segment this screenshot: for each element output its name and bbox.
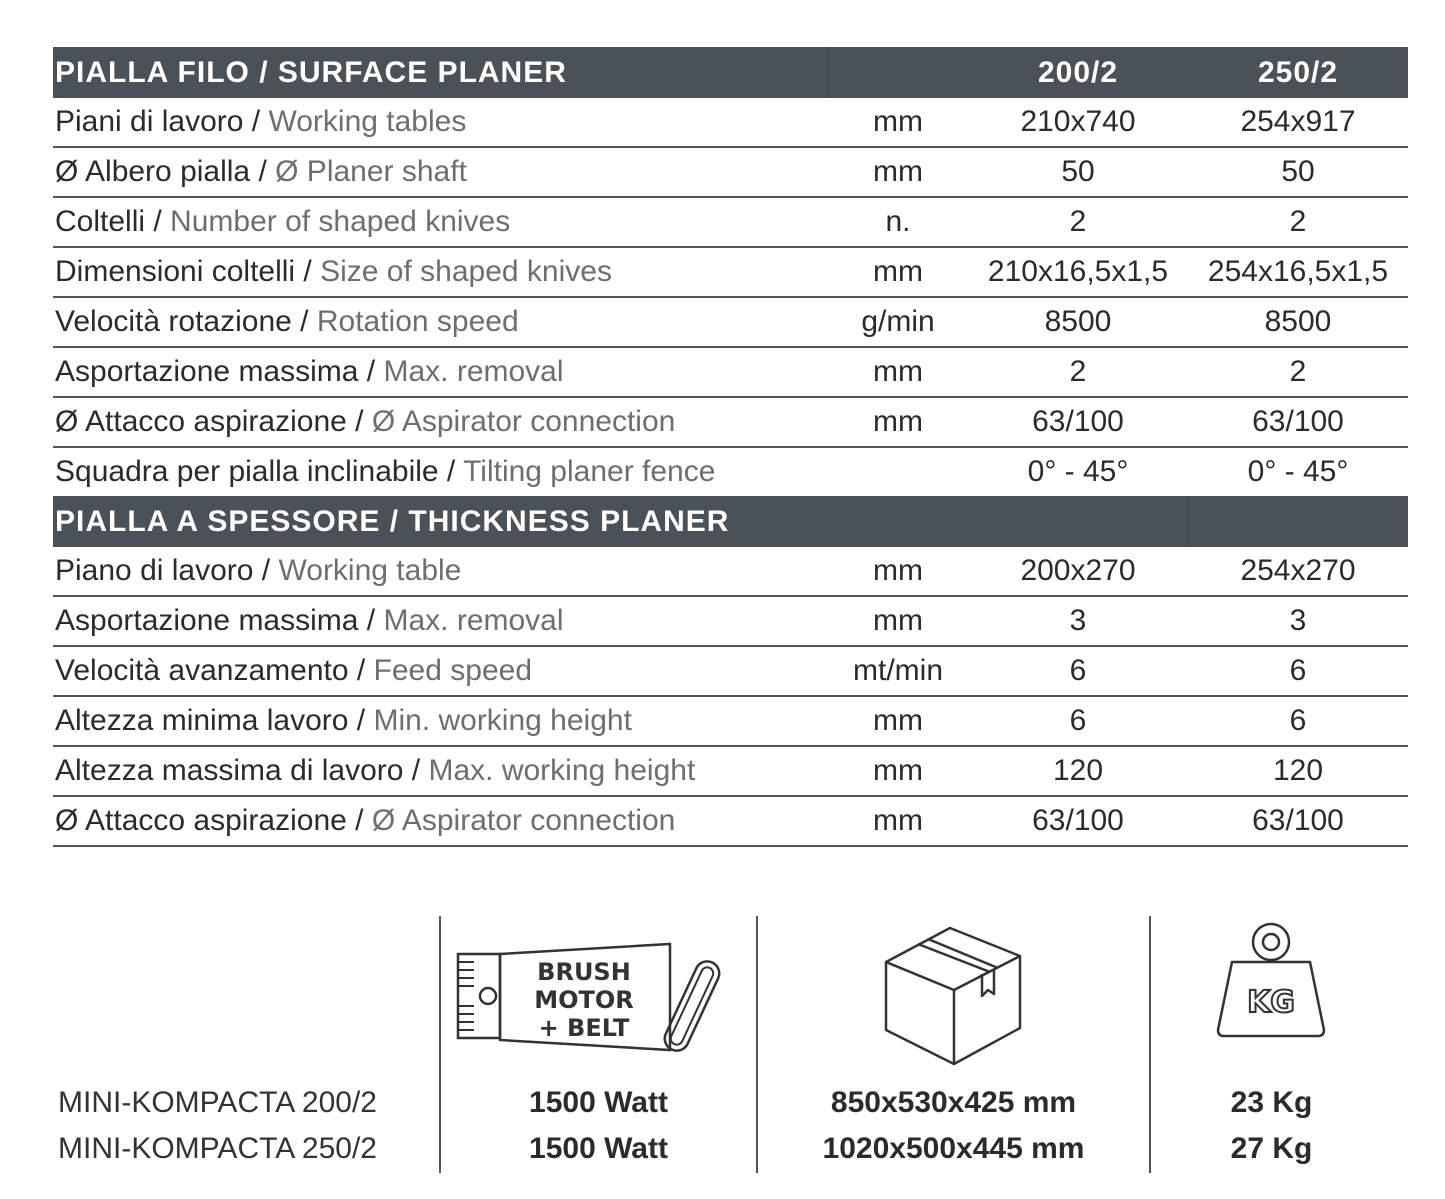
unit: mm xyxy=(828,596,968,646)
label-en: Ø Aspirator connection xyxy=(371,804,676,837)
section-header-thickness-planer xyxy=(53,496,1408,547)
value-250: 2 xyxy=(1188,347,1408,397)
value-250: 120 xyxy=(1188,746,1408,796)
value-250: 63/100 xyxy=(1188,796,1408,846)
weight-icon-label: KG xyxy=(1247,985,1295,1020)
spec-row xyxy=(53,746,1408,796)
spec-row xyxy=(53,547,1408,596)
label-en: Min. working height xyxy=(373,704,632,737)
model-header-200: 200/2 xyxy=(968,47,1188,98)
value-200: 120 xyxy=(968,746,1188,796)
label-en: Max. removal xyxy=(383,604,564,637)
brush-motor-belt-icon xyxy=(452,940,748,1052)
unit: g/min xyxy=(828,297,968,347)
weight-kg-icon xyxy=(1212,918,1330,1042)
label-en: Working tables xyxy=(268,105,467,138)
label-en: Max. working height xyxy=(428,754,696,787)
label-it: Dimensioni coltelli / xyxy=(55,255,312,288)
motor-icon-line2: MOTOR xyxy=(534,986,634,1014)
label-en: Feed speed xyxy=(373,654,532,687)
label-en: Size of shaped knives xyxy=(320,255,612,288)
value-200: 63/100 xyxy=(968,397,1188,447)
model-name: MINI-KOMPACTA 200/2 xyxy=(58,1086,377,1119)
weight-value: 27 Kg xyxy=(1230,1132,1313,1165)
value-250: 254x270 xyxy=(1188,547,1408,596)
unit: n. xyxy=(828,197,968,247)
spec-row xyxy=(53,297,1408,347)
spec-row xyxy=(53,696,1408,746)
value-200: 200x270 xyxy=(968,547,1188,596)
unit: mm xyxy=(828,696,968,746)
label-en: Ø Planer shaft xyxy=(275,155,467,188)
value-200: 0° - 45° xyxy=(1027,455,1129,488)
label-en: Ø Aspirator connection xyxy=(371,405,676,438)
unit: mm xyxy=(828,746,968,796)
unit xyxy=(828,447,968,496)
value-250: 63/100 xyxy=(1188,397,1408,447)
value-200: 6 xyxy=(968,696,1188,746)
label-en: Rotation speed xyxy=(316,305,519,338)
value-200: 63/100 xyxy=(968,796,1188,846)
unit: mt/min xyxy=(828,646,968,696)
value-200: 3 xyxy=(968,596,1188,646)
value-250: 50 xyxy=(1188,147,1408,197)
power-value: 1500 Watt xyxy=(529,1132,668,1165)
unit: mm xyxy=(828,347,968,397)
motor-icon-line3: + BELT xyxy=(538,1014,630,1042)
value-200: 210x740 xyxy=(968,98,1188,147)
value-200: 210x16,5x1,5 xyxy=(968,247,1188,297)
value-200: 2 xyxy=(968,347,1188,397)
section-title: PIALLA A SPESSORE / THICKNESS PLANER xyxy=(53,496,1188,547)
value-250: 6 xyxy=(1188,696,1408,746)
spec-row xyxy=(53,98,1408,147)
dimensions-value: 850x530x425 mm xyxy=(830,1086,1077,1119)
label-it: Squadra per pialla inclinabile / xyxy=(55,455,456,488)
label-it: Coltelli / xyxy=(55,205,162,238)
spec-row xyxy=(53,347,1408,397)
spec-row xyxy=(53,646,1408,696)
weight-value: 23 Kg xyxy=(1230,1086,1313,1119)
spec-row xyxy=(53,397,1408,447)
value-250: 0° - 45° xyxy=(1247,455,1349,488)
unit: mm xyxy=(828,147,968,197)
unit: mm xyxy=(828,98,968,147)
label-it: Piano di lavoro / xyxy=(55,554,271,587)
label-en: Number of shaped knives xyxy=(170,205,511,238)
label-it: Asportazione massima / xyxy=(55,604,376,637)
spec-row xyxy=(53,247,1408,297)
label-it: Piani di lavoro / xyxy=(55,105,261,138)
label-en: Max. removal xyxy=(383,355,564,388)
value-250: 3 xyxy=(1188,596,1408,646)
label-it: Velocità rotazione / xyxy=(55,305,309,338)
value-250: 254x917 xyxy=(1188,98,1408,147)
value-250: 6 xyxy=(1188,646,1408,696)
label-it: Asportazione massima / xyxy=(55,355,376,388)
unit: mm xyxy=(828,247,968,297)
value-200: 2 xyxy=(968,197,1188,247)
spec-row xyxy=(53,596,1408,646)
label-it: Altezza massima di lavoro / xyxy=(55,754,421,787)
motor-icon-line1: BRUSH xyxy=(537,958,631,986)
value-200: 6 xyxy=(968,646,1188,696)
label-it: Ø Attacco aspirazione / xyxy=(55,405,364,438)
value-200: 50 xyxy=(968,147,1188,197)
model-summary xyxy=(0,912,1445,1172)
value-250: 8500 xyxy=(1188,297,1408,347)
label-it: Velocità avanzamento / xyxy=(55,654,366,687)
label-it: Ø Attacco aspirazione / xyxy=(55,804,364,837)
label-en: Tilting planer fence xyxy=(463,455,716,488)
spec-table xyxy=(53,47,1408,847)
value-250: 2 xyxy=(1188,197,1408,247)
unit: mm xyxy=(828,547,968,596)
spec-row xyxy=(53,197,1408,247)
section-header-surface-planer xyxy=(53,47,1408,98)
value-200: 8500 xyxy=(968,297,1188,347)
label-it: Altezza minima lavoro / xyxy=(55,704,366,737)
model-name: MINI-KOMPACTA 250/2 xyxy=(58,1132,377,1165)
package-box-icon xyxy=(878,924,1028,1068)
unit: mm xyxy=(828,397,968,447)
spec-row xyxy=(53,796,1408,846)
power-value: 1500 Watt xyxy=(529,1086,668,1119)
dimensions-value: 1020x500x445 mm xyxy=(822,1132,1085,1165)
model-header-250: 250/2 xyxy=(1188,47,1408,98)
value-250: 254x16,5x1,5 xyxy=(1188,247,1408,297)
label-en: Working table xyxy=(278,554,462,587)
section-title: PIALLA FILO / SURFACE PLANER xyxy=(53,47,828,98)
label-it: Ø Albero pialla / xyxy=(55,155,267,188)
unit: mm xyxy=(828,796,968,846)
spec-row xyxy=(53,147,1408,197)
spec-row xyxy=(53,447,1408,496)
